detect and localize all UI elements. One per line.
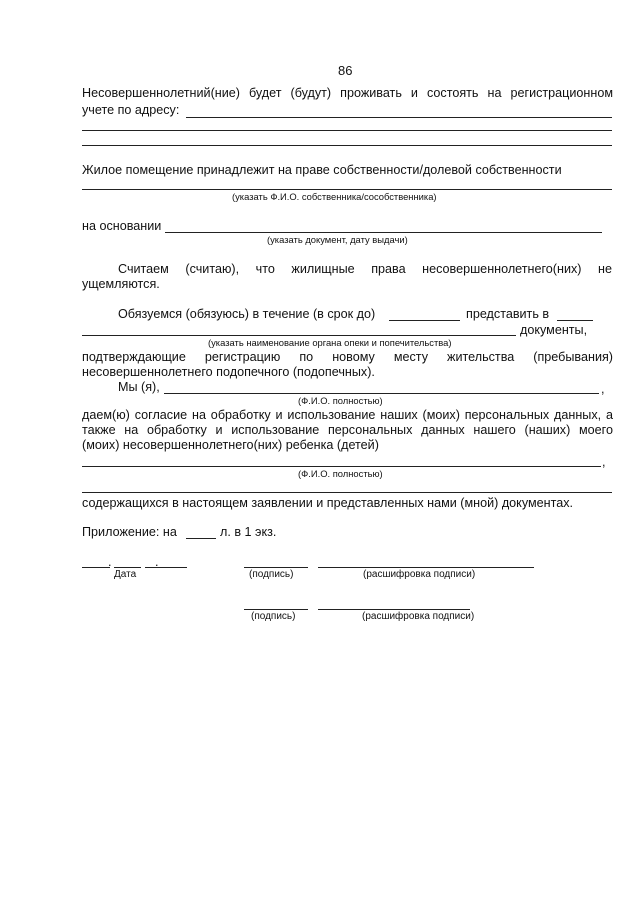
signature-field-line-1[interactable]: [244, 567, 308, 568]
we-label: Мы (я),: [118, 380, 160, 394]
consenter-name-comma: ,: [601, 382, 605, 396]
signature-decode-field-line-2[interactable]: [318, 609, 470, 610]
documents-word: документы,: [520, 323, 588, 337]
consent-text-line-3: (моих) несовершеннолетнего(них) ребенка (детей): [82, 438, 379, 452]
date-caption: Дата: [114, 569, 137, 580]
basis-document-caption: (указать документ, дату выдачи): [267, 234, 408, 245]
ownership-text: Жилое помещение принадлежит на праве собственности/долевой собственности: [82, 163, 562, 177]
consenter-name-caption: (Ф.И.О. полностью): [298, 395, 383, 406]
consenter-name-field-line[interactable]: [164, 393, 599, 394]
deadline-field-line[interactable]: [389, 320, 460, 321]
signature-field-line-2[interactable]: [244, 609, 308, 610]
signature-decode-caption-1: (расшифровка подписи): [363, 569, 476, 580]
attachment-copies-text: л. в 1 экз.: [220, 525, 277, 539]
obligation-text-b: представить в: [466, 307, 550, 321]
address-field-line-2[interactable]: [82, 130, 612, 131]
authority-name-field-line[interactable]: [82, 335, 516, 336]
date-day-field-line[interactable]: [82, 567, 110, 568]
date-dots: . .: [108, 555, 179, 569]
authority-caption: (указать наименование органа опеки и попечительства): [208, 337, 452, 348]
signature-decode-caption-2: (расшифровка подписи): [362, 611, 475, 622]
rights-statement-line-1: Считаем (считаю), что жилищные права несовершеннолетнего(них) не: [118, 262, 612, 276]
consent-text-line-1: даем(ю) согласие на обработку и использование наших (моих) персональных данных, а: [82, 408, 613, 422]
attachment-label: Приложение: на: [82, 525, 177, 539]
consent-text-line-2: также на обработку и использование персональных данных нашего (наших) моего: [82, 423, 613, 437]
rights-statement-line-2: ущемляются.: [82, 277, 160, 291]
basis-document-field-line[interactable]: [165, 232, 602, 233]
residence-text-line-2: учете по адресу:: [82, 103, 180, 117]
obligation-text-a: Обязуемся (обязуюсь) в течение (в срок до): [118, 307, 376, 321]
address-field-line-3[interactable]: [82, 145, 612, 146]
residence-text-line-1: Несовершеннолетний(ние) будет (будут) проживать и состоять на регистрационном: [82, 86, 613, 100]
authority-short-field-line[interactable]: [557, 320, 593, 321]
signature-decode-field-line-1[interactable]: [318, 567, 534, 568]
child-name-field-line[interactable]: [82, 466, 601, 467]
extra-field-line[interactable]: [82, 492, 612, 493]
obligation-text-line-3: подтверждающие регистрацию по новому месту жительства (пребывания): [82, 350, 613, 364]
basis-label: на основании: [82, 219, 162, 233]
child-name-caption: (Ф.И.О. полностью): [298, 468, 383, 479]
address-field-line-1[interactable]: [186, 117, 612, 118]
signature-caption-2: (подпись): [251, 611, 296, 622]
consent-text-line-4: содержащихся в настоящем заявлении и представленных нами (мной) документах.: [82, 496, 574, 510]
owner-name-field-line[interactable]: [82, 189, 612, 190]
child-name-comma: ,: [602, 455, 606, 469]
signature-caption-1: (подпись): [249, 569, 294, 580]
attachment-pages-field-line[interactable]: [186, 538, 216, 539]
page-number: 86: [338, 63, 353, 78]
owner-name-caption: (указать Ф.И.О. собственника/сособственника): [232, 191, 437, 202]
obligation-text-line-4: несовершеннолетнего подопечного (подопечных).: [82, 365, 375, 379]
